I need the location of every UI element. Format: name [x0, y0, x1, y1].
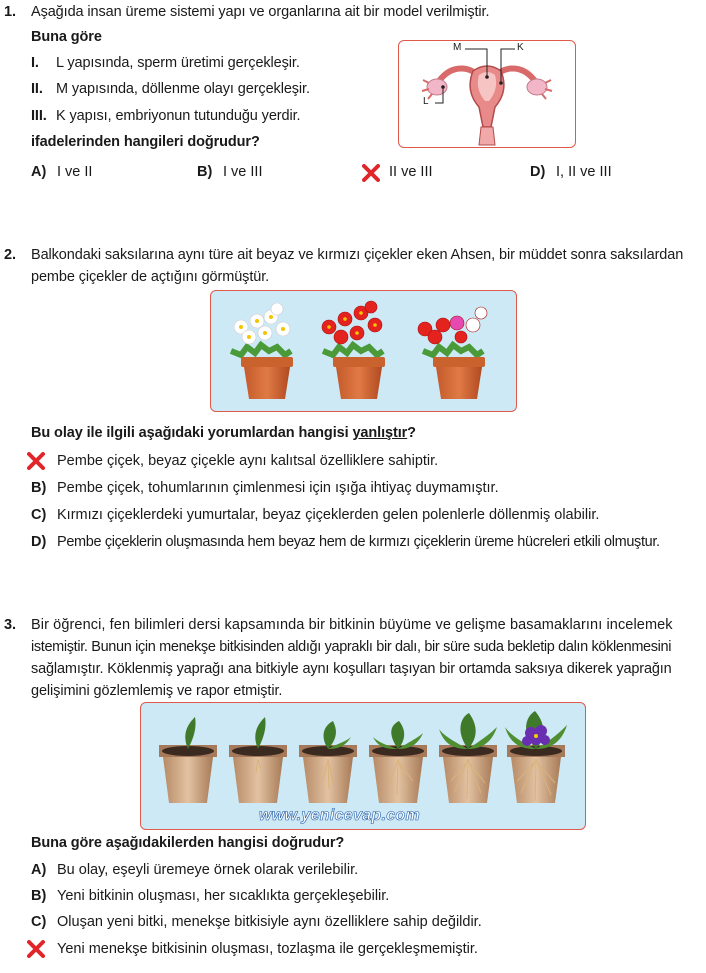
- q3-option-a-letter[interactable]: A): [31, 862, 47, 878]
- figure-label-m: M: [453, 42, 462, 53]
- flower-pots-illustration: [211, 291, 516, 411]
- q1-statement-text: K yapısı, embriyonun tutunduğu yerdir.: [56, 108, 301, 124]
- figure-label-l: L: [423, 96, 429, 107]
- q2-number: 2.: [4, 247, 16, 263]
- q3-option-a-text[interactable]: Bu olay, eşeyli üremeye örnek olarak verilebilir.: [57, 862, 359, 878]
- q1-option-b-letter[interactable]: B): [197, 164, 213, 180]
- q1-number: 1.: [4, 4, 16, 20]
- q1-question: ifadelerinden hangileri doğrudur?: [31, 134, 260, 150]
- uterus-illustration: [399, 41, 575, 147]
- wrong-answer-cross-icon: [27, 452, 45, 470]
- q1-statement-text: M yapısında, döllenme olayı gerçekleşir.: [56, 81, 310, 97]
- q1-option-d-text[interactable]: I, II ve III: [556, 164, 612, 180]
- q2-option-a-text[interactable]: Pembe çiçek, beyaz çiçekle aynı kalıtsal özelliklere sahiptir.: [57, 453, 439, 469]
- q3-option-c-letter[interactable]: C): [31, 914, 47, 930]
- wrong-answer-cross-icon: [27, 940, 45, 958]
- q3-option-d-text[interactable]: Yeni menekşe bitkisinin oluşması, tozlaşma ile gerçekleşmemiştir.: [57, 941, 478, 957]
- q2-option-c-text[interactable]: Kırmızı çiçeklerdeki yumurtalar, beyaz çiçeklerden gelen polenlerle döllenmiş olabilir.: [57, 507, 600, 523]
- q2-stem-line2: pembe çiçekler de açtığını görmüştür.: [31, 269, 270, 285]
- q1-option-a-letter[interactable]: A): [31, 164, 47, 180]
- q2-question-suffix: ?: [407, 425, 416, 441]
- q2-question: [31, 425, 416, 441]
- q3-option-c-text[interactable]: Oluşan yeni bitki, menekşe bitkisiyle aynı özelliklere sahip değildir.: [57, 914, 482, 930]
- q2-option-c-letter[interactable]: C): [31, 507, 47, 523]
- q1-option-b-text[interactable]: I ve III: [223, 164, 263, 180]
- figure-label-k: K: [517, 42, 524, 53]
- wrong-answer-cross-icon: [362, 164, 380, 182]
- q3-question: Buna göre aşağıdakilerden hangisi doğrudur?: [31, 835, 345, 851]
- q1-statement-roman: I.: [31, 55, 39, 71]
- q2-option-d-letter[interactable]: D): [31, 534, 47, 550]
- q3-number: 3.: [4, 617, 16, 633]
- q1-option-d-letter[interactable]: D): [530, 164, 546, 180]
- q3-option-b-text[interactable]: Yeni bitkinin oluşması, her sıcaklıkta gerçekleşebilir.: [57, 888, 390, 904]
- q2-option-b-text[interactable]: Pembe çiçek, tohumlarının çimlenmesi için ışığa ihtiyaç duymamıştır.: [57, 480, 499, 496]
- q3-stem-line: istemiştir. Bunun için menekşe bitkisinden aldığı yapraklı bir dalı, bir süre suda bekletip dalın köklenmesini: [31, 639, 672, 655]
- q3-stem-line: gelişimini gözlemlemiş ve rapor etmiştir.: [31, 683, 283, 699]
- violet-growth-figure: [140, 702, 586, 830]
- q1-stem: Aşağıda insan üreme sistemi yapı ve organlarına ait bir model verilmiştir.: [31, 4, 490, 20]
- q3-stem-line: sağlamıştır. Köklenmiş yaprağı ana bitkiyle aynı koşulları taşıyan bir ortamda saksıya dikerek yaprağın: [31, 661, 672, 677]
- q2-option-b-letter[interactable]: B): [31, 480, 47, 496]
- q1-statement-roman: II.: [31, 81, 43, 97]
- q3-stem-line: Bir öğrenci, fen bilimleri dersi kapsamında bir bitkinin büyüme ve gelişme basamaklarını incelemek: [31, 617, 673, 633]
- q2-stem-line1: Balkondaki saksılarına aynı türe ait beyaz ve kırmızı çiçekler eken Ahsen, bir müddet sonra saksılardan: [31, 247, 684, 263]
- flower-pots-figure: [210, 290, 517, 412]
- q1-statement-roman: III.: [31, 108, 47, 124]
- watermark: www.yenicevap.com: [259, 807, 421, 824]
- q1-option-c-text[interactable]: II ve III: [389, 164, 433, 180]
- q2-question-prefix: Bu olay ile ilgili aşağıdaki yorumlardan hangisi: [31, 425, 353, 441]
- q1-statement-text: L yapısında, sperm üretimi gerçekleşir.: [56, 55, 300, 71]
- reproductive-system-figure: [398, 40, 576, 148]
- q2-question-emph: yanlıştır: [352, 425, 408, 441]
- q2-option-d-text[interactable]: Pembe çiçeklerin oluşmasında hem beyaz hem de kırmızı çiçeklerin üreme hücreleri etkili olmuştur.: [57, 534, 660, 550]
- q1-option-a-text[interactable]: I ve II: [57, 164, 93, 180]
- q3-option-b-letter[interactable]: B): [31, 888, 47, 904]
- q1-lead: Buna göre: [31, 29, 102, 45]
